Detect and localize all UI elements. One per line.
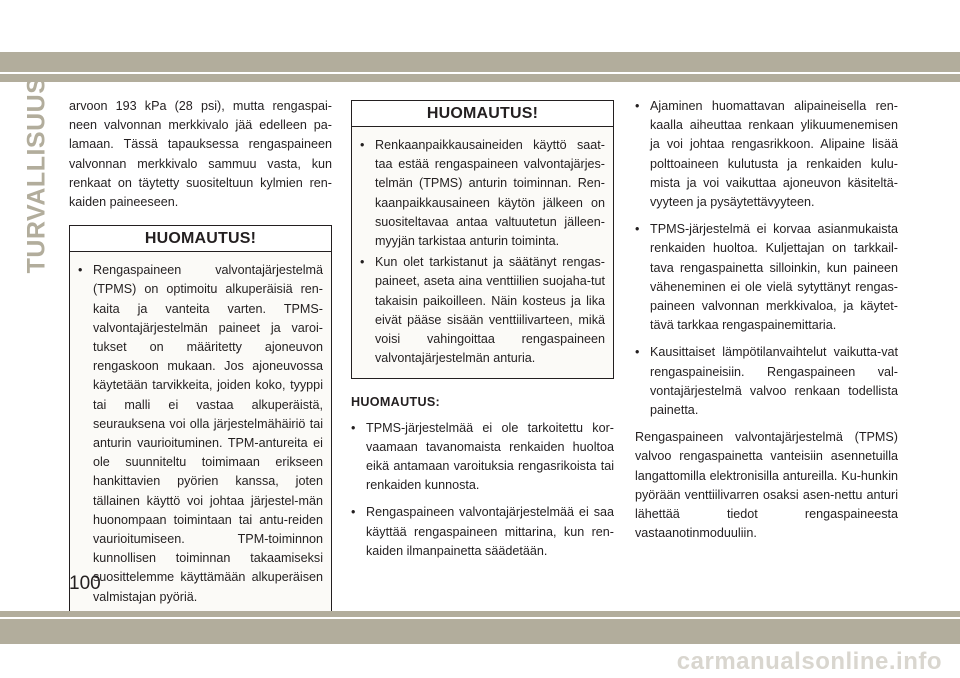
bullet-dot: • [351, 505, 356, 520]
bottom-band-stripe [0, 617, 960, 619]
note-item [351, 503, 614, 561]
notice-item [360, 253, 605, 368]
bullet-dot: • [351, 420, 356, 435]
intro-paragraph: arvoon 193 kPa (28 psi), mutta rengaspai-neen valvonnan merkkivalo jää edelleen pa-lamaan. Tässä tapauksessa rengaspaineen valvonnan merkkivalo sammuu vasta, kun renkaat on täytetty suositeltuun kylmien ren-kaiden paineeseen. [69, 99, 332, 210]
notice-body [70, 252, 331, 615]
watermark: carmanualsonline.info [676, 648, 942, 675]
list-item-text: Ajaminen huomattavan alipaineisella ren-kaalla aiheuttaa renkaan ylikuumenemisen ja voi johtaa rengasrikkoon. Alipaine lisää polttoaineen kulutusta ja renkaiden kulu-mista ja voi vaikuttaa ajoneuvon käsiteltä-vyyteen ja pysäytettävyyteen. [650, 99, 898, 210]
notice-body [352, 127, 613, 378]
notice-title: HUOMAUTUS! [70, 226, 331, 252]
notice-item-text: Kun olet tarkistanut ja säätänyt rengas-paineet, aseta aina venttiilien suojaha-tut takaisin paikoilleen. Näin kosteus ja lika eivät pääse sisään venttiilivarteen, mikä voisi vahingoittaa rengaspaineen valvontajärjestelmän anturia. [375, 255, 605, 366]
bottom-decorative-band [0, 611, 960, 644]
notice-item [360, 136, 605, 251]
notice-title: HUOMAUTUS! [352, 101, 613, 127]
section-tab [22, 76, 52, 274]
notice-box-2 [351, 100, 614, 379]
note-heading: HUOMAUTUS: [351, 395, 441, 410]
bullet-dot: • [360, 138, 365, 152]
column-3 [635, 97, 898, 551]
top-decorative-band [0, 52, 960, 82]
page-number: 100 [69, 573, 101, 594]
bullet-dot: • [635, 222, 640, 237]
closing-paragraph: Rengaspaineen valvontajärjestelmä (TPMS) valvoo rengaspainetta vanteisiin asennetuilla langattomilla elektronisilla antureilla. Ku-hunkin pyörään venttiilivarren osaksi asen-nettu anturi lähettää tiedot rengaspaineesta vastaanotinmoduuliin. [635, 430, 898, 541]
bullet-dot: • [360, 255, 365, 270]
list-item [635, 220, 898, 335]
note-item [351, 419, 614, 496]
notice-box-1 [69, 225, 332, 616]
note-item-text: TPMS-järjestelmää ei ole tarkoitettu kor-vaamaan tavanomaista renkaiden huoltoa eikä antamaan varoituksia rengasrikoista tai renkaiden kunnosta. [366, 420, 614, 493]
notice-item-text: Renkaanpaikkausaineiden käyttö saat-taa estää rengaspaineen valvontajärjes-telmän (TPMS) anturin toiminnan. Ren-kaanpaikkausaineen käytön jälkeen on suositeltavaa antaa valtuutetun jälleen-myyjän tarkistaa anturin toiminta. [375, 138, 605, 249]
bullet-dot: • [635, 99, 640, 113]
bullet-dot: • [635, 345, 640, 360]
list-item-text: TPMS-järjestelmä ei korvaa asianmukaista renkaiden huoltoa. Kuljettajan on tarkkail-tava rengaspainetta silloinkin, kun paineen väheneminen ei ole vielä sytyttänyt rengas-paineen valvonnan merkkivaloa, ja käytet-tävä tarkkaa rengaspainemittaria. [650, 222, 898, 333]
notice-item [78, 261, 323, 607]
column-2 [351, 97, 614, 561]
column-1 [69, 97, 332, 616]
list-item [635, 97, 898, 212]
section-tab-label: TURVALLISUUS [22, 76, 51, 274]
top-band-stripe [0, 72, 960, 74]
list-item [635, 343, 898, 420]
notice-item-text: Rengaspaineen valvontajärjestelmä (TPMS) on optimoitu alkuperäisiä ren-kaita ja vanteita varten. TPMS-valvontajärjestelmän paineet ja varoi-tukset on määritetty ajoneuvon rengaskoon mukaan. Jos ajoneuvossa käytetään tarvikkeita, joiden koko, tyyppi tai malli ei vastaa alkuperäistä, seurauksena voi olla järjestelmähäiriö tai anturin vaurioituminen. TPM-antureita ei ole suunniteltu toimimaan erikseen hankittavien pyörien kanssa, joten tällainen käyttö voi johtaa järjestel-män huonompaan toimintaan tai antu-reiden vaurioitumiseen. TPM-toiminnon kunnollisen toiminnan takaamiseksi suosittelemme käyttämään alkuperäisen valmistajan pyöriä. [93, 263, 323, 604]
list-item-text: Kausittaiset lämpötilanvaihtelut vaikutta-vat rengaspaineisiin. Rengaspaineen val-vontajärjestelmä valvoo renkaan todellista painetta. [650, 345, 898, 418]
bullet-dot: • [78, 263, 83, 278]
note-item-text: Rengaspaineen valvontajärjestelmää ei saa käyttää rengaspaineen mittarina, kun ren-kaiden ilmanpainetta säädetään. [366, 505, 614, 558]
